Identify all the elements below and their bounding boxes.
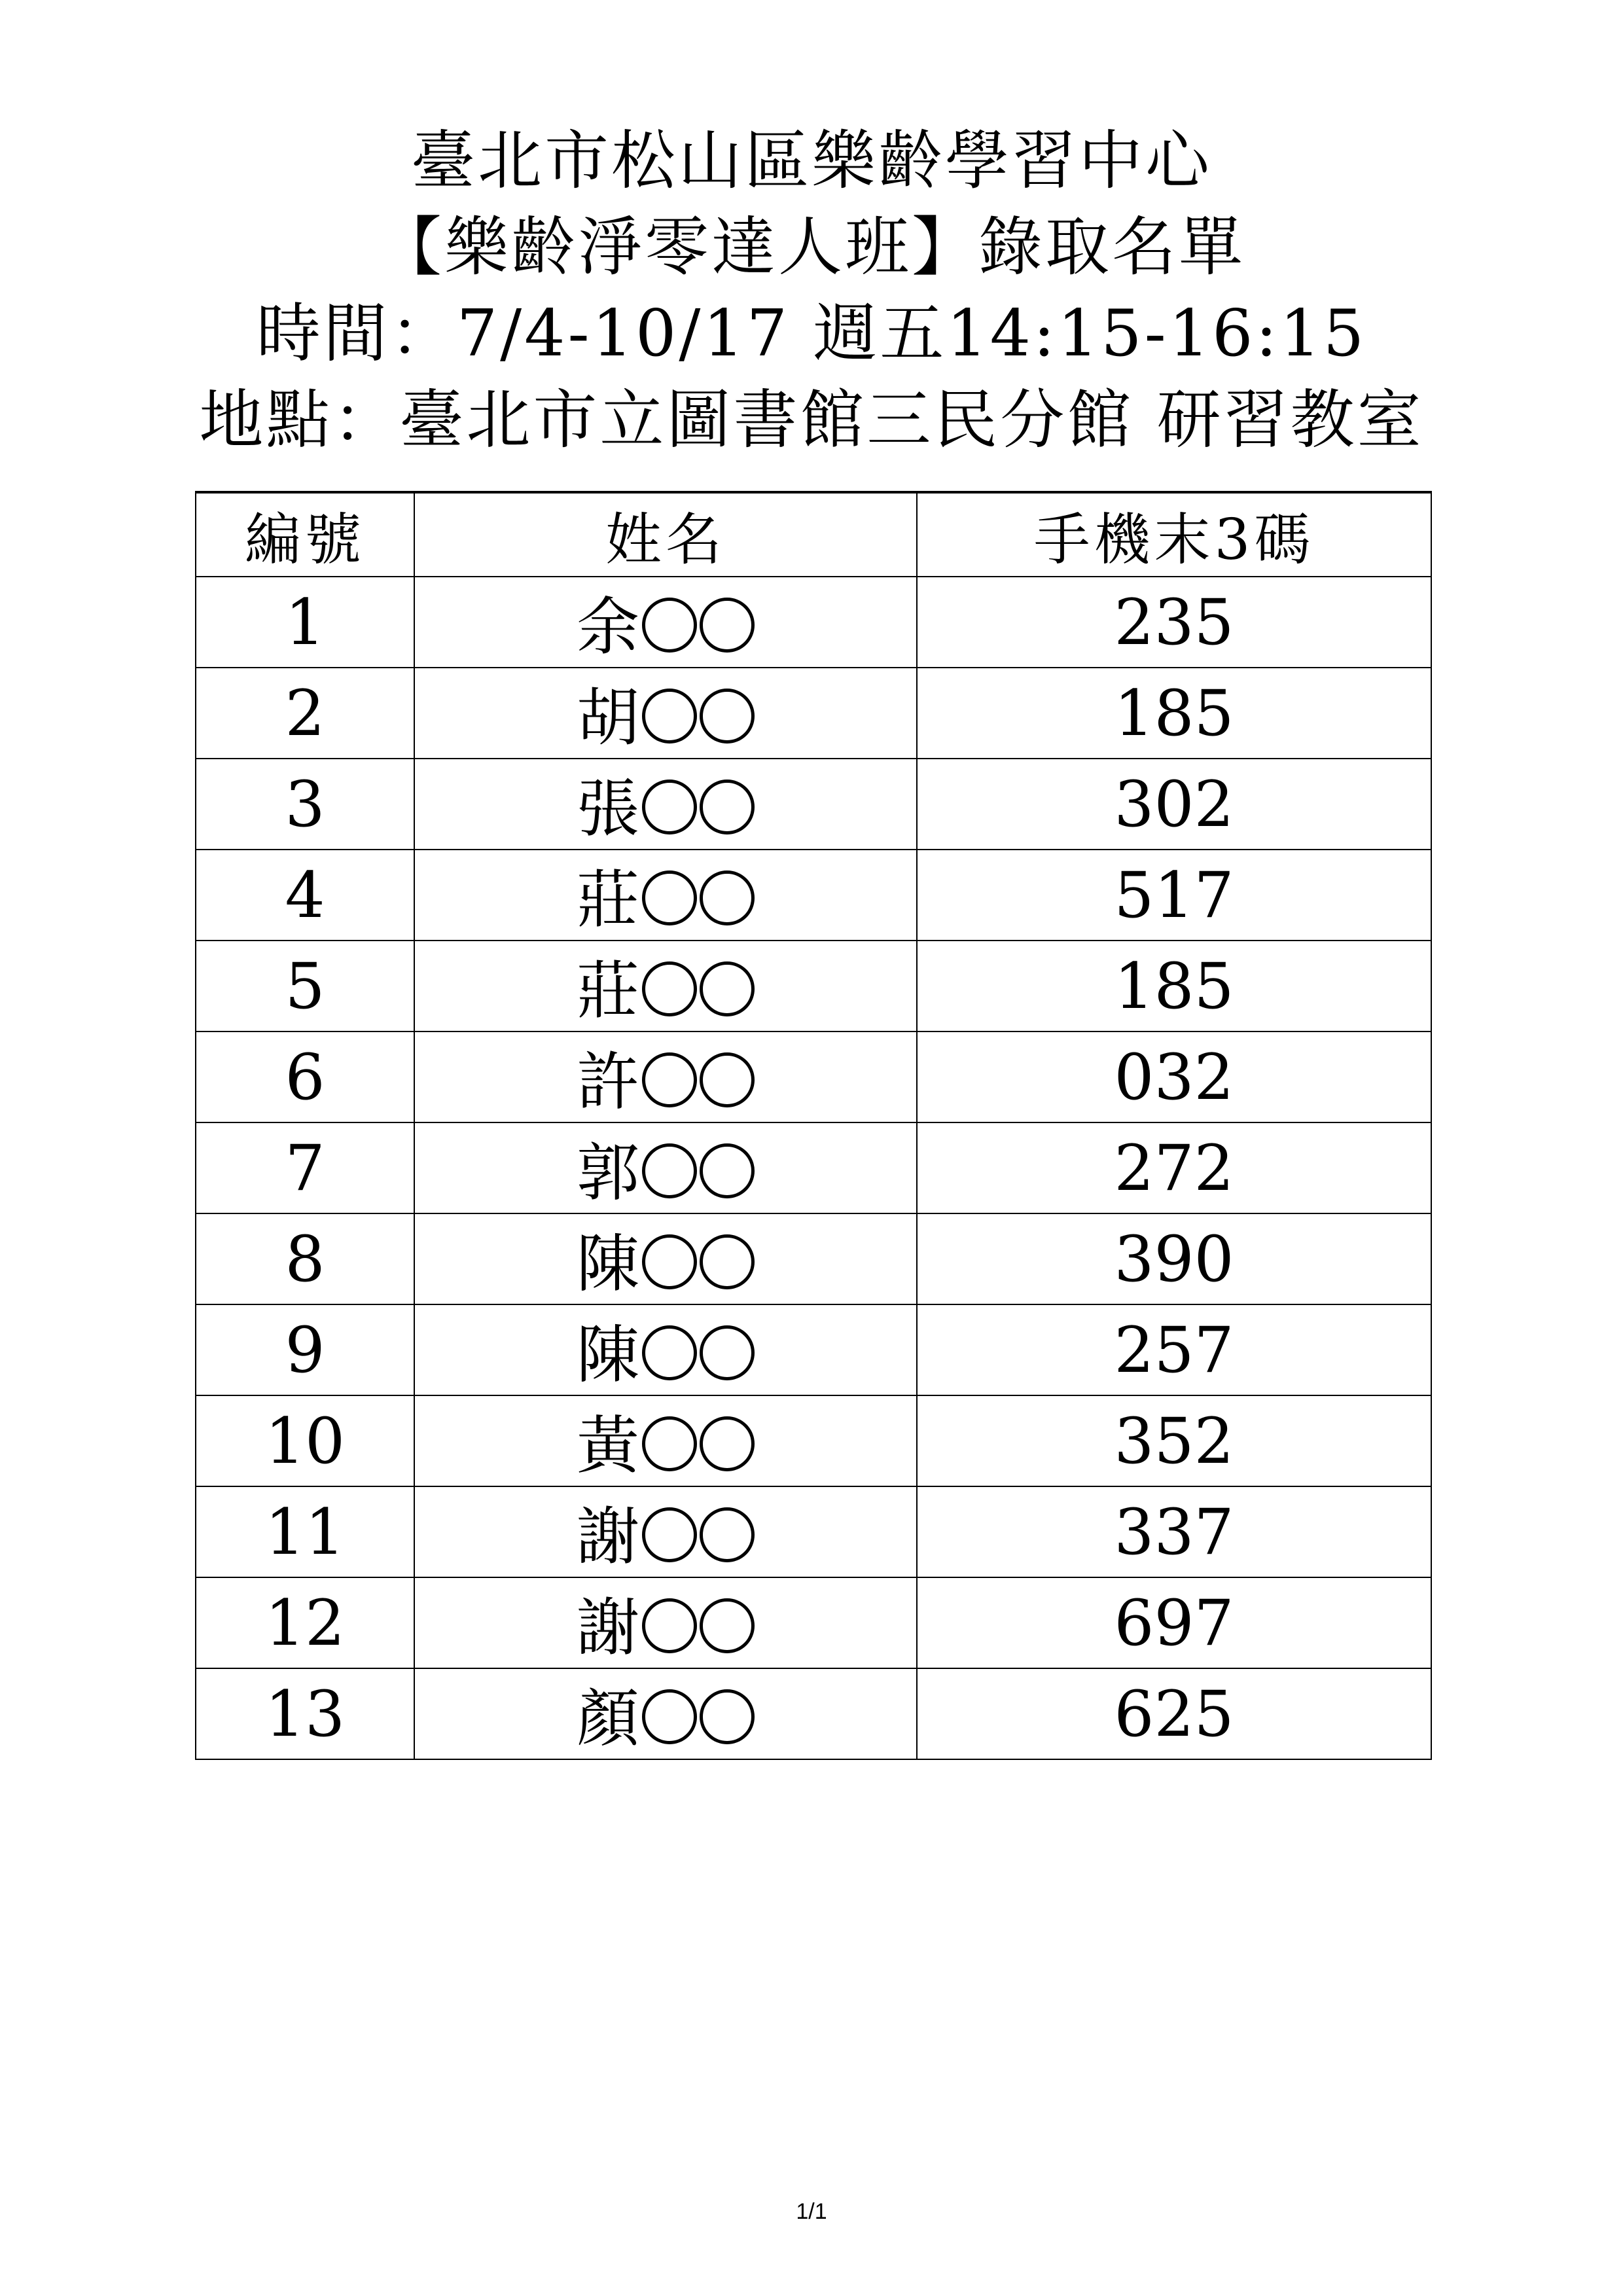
row-phone-last3: 257 [917, 1304, 1431, 1395]
surname: 余 [577, 590, 639, 664]
schedule-line: 時間：7/4-10/17 週五14:15-16:15 [256, 296, 1367, 371]
mask-circle-icon [642, 780, 697, 834]
mask-circle-icon [642, 1052, 697, 1107]
mask-circle-icon [700, 1598, 755, 1653]
table-row [196, 1577, 1431, 1668]
row-number: 2 [196, 668, 414, 759]
mask-circle-icon [700, 1234, 755, 1289]
row-name [414, 1122, 917, 1213]
mask-circle-icon [700, 1507, 755, 1562]
row-phone-last3: 337 [917, 1486, 1431, 1577]
masked-given-name [639, 1318, 755, 1391]
table-row [196, 1122, 1431, 1213]
row-name [414, 1395, 917, 1486]
masked-given-name [639, 1227, 755, 1300]
page-number: 1/1 [796, 2199, 827, 2224]
row-phone-last3: 185 [917, 941, 1431, 1031]
table-row [196, 1304, 1431, 1395]
row-phone-last3: 517 [917, 850, 1431, 941]
row-number: 8 [196, 1213, 414, 1304]
row-phone-last3: 390 [917, 1213, 1431, 1304]
surname: 謝 [577, 1591, 639, 1664]
mask-circle-icon [642, 1325, 697, 1380]
mask-circle-icon [642, 870, 697, 925]
mask-circle-icon [642, 961, 697, 1016]
table-row [196, 759, 1431, 850]
row-number: 4 [196, 850, 414, 941]
row-name [414, 668, 917, 759]
table-row [196, 668, 1431, 759]
mask-circle-icon [642, 598, 697, 653]
table-row [196, 1395, 1431, 1486]
row-name [414, 850, 917, 941]
row-phone-last3: 272 [917, 1122, 1431, 1213]
row-phone-last3: 185 [917, 668, 1431, 759]
row-phone-last3: 302 [917, 759, 1431, 850]
row-phone-last3: 625 [917, 1668, 1431, 1759]
masked-given-name [639, 954, 755, 1028]
mask-circle-icon [642, 1598, 697, 1653]
row-phone-last3: 032 [917, 1031, 1431, 1122]
row-name [414, 1213, 917, 1304]
mask-circle-icon [700, 1416, 755, 1471]
row-phone-last3: 352 [917, 1395, 1431, 1486]
row-number: 6 [196, 1031, 414, 1122]
surname: 陳 [577, 1318, 639, 1391]
mask-circle-icon [700, 961, 755, 1016]
surname: 莊 [577, 863, 639, 937]
row-name [414, 759, 917, 850]
row-number: 13 [196, 1668, 414, 1759]
mask-circle-icon [642, 1689, 697, 1744]
row-name [414, 1304, 917, 1395]
row-name [414, 1486, 917, 1577]
surname: 謝 [577, 1500, 639, 1573]
table-row [196, 1486, 1431, 1577]
table-row [196, 1668, 1431, 1759]
row-number: 5 [196, 941, 414, 1031]
row-number: 7 [196, 1122, 414, 1213]
masked-given-name [639, 1045, 755, 1119]
masked-given-name [639, 1409, 755, 1482]
table-body [196, 577, 1431, 1759]
mask-circle-icon [700, 1689, 755, 1744]
location-line: 地點：臺北市立圖書館三民分館 研習教室 [199, 383, 1424, 457]
surname: 莊 [577, 954, 639, 1028]
row-name [414, 1577, 917, 1668]
table-row [196, 577, 1431, 668]
surname: 郭 [577, 1136, 639, 1210]
row-number: 12 [196, 1577, 414, 1668]
masked-given-name [639, 590, 755, 664]
column-header-number: 編號 [196, 492, 414, 577]
row-name [414, 1031, 917, 1122]
row-number: 9 [196, 1304, 414, 1395]
list-title: 【樂齡淨零達人班】錄取名單 [377, 210, 1245, 285]
row-name [414, 941, 917, 1031]
surname: 胡 [577, 681, 639, 755]
mask-circle-icon [700, 1052, 755, 1107]
masked-given-name [639, 1500, 755, 1573]
row-number: 10 [196, 1395, 414, 1486]
document-header [0, 118, 1623, 463]
row-name [414, 577, 917, 668]
table-header-row [196, 492, 1431, 577]
row-number: 3 [196, 759, 414, 850]
column-header-phone: 手機末3碼 [917, 492, 1431, 577]
row-number: 1 [196, 577, 414, 668]
row-phone-last3: 235 [917, 577, 1431, 668]
table-row [196, 850, 1431, 941]
masked-given-name [639, 1591, 755, 1664]
mask-circle-icon [700, 1143, 755, 1198]
mask-circle-icon [700, 1325, 755, 1380]
column-header-name: 姓名 [414, 492, 917, 577]
row-number: 11 [196, 1486, 414, 1577]
mask-circle-icon [700, 780, 755, 834]
mask-circle-icon [642, 1416, 697, 1471]
mask-circle-icon [700, 689, 755, 744]
row-name [414, 1668, 917, 1759]
table-row [196, 1213, 1431, 1304]
surname: 黃 [577, 1409, 639, 1482]
admission-table [195, 491, 1432, 1760]
table-row [196, 1031, 1431, 1122]
mask-circle-icon [642, 689, 697, 744]
surname: 張 [577, 772, 639, 846]
masked-given-name [639, 863, 755, 937]
masked-given-name [639, 1136, 755, 1210]
surname: 顏 [577, 1682, 639, 1755]
mask-circle-icon [642, 1234, 697, 1289]
surname: 許 [577, 1045, 639, 1119]
mask-circle-icon [642, 1507, 697, 1562]
masked-given-name [639, 681, 755, 755]
center-title: 臺北市松山區樂齡學習中心 [410, 124, 1212, 198]
masked-given-name [639, 772, 755, 846]
masked-given-name [639, 1682, 755, 1755]
mask-circle-icon [642, 1143, 697, 1198]
table-row [196, 941, 1431, 1031]
mask-circle-icon [700, 870, 755, 925]
row-phone-last3: 697 [917, 1577, 1431, 1668]
mask-circle-icon [700, 598, 755, 653]
surname: 陳 [577, 1227, 639, 1300]
